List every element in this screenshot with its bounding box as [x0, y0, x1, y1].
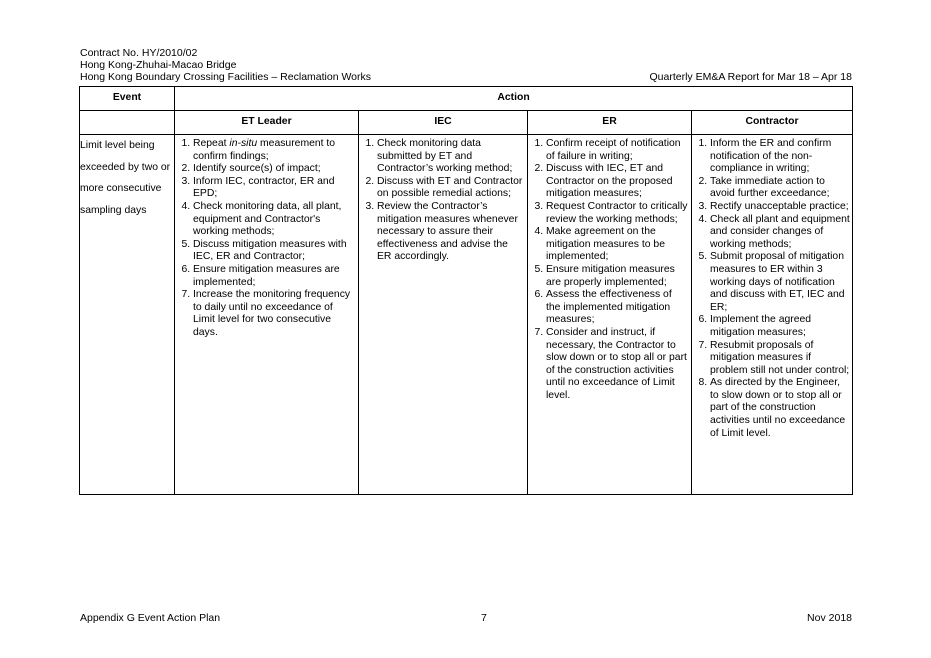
document-header [80, 47, 852, 83]
list-item: 2. Take immediate action to avoid further exceedance; [710, 176, 850, 201]
list-item: 7. Consider and instruct, if necessary, the Contractor to slow down or to stop all or part of the construction activities until no exceedance of Limit level. [546, 327, 689, 403]
list-item: 3. Rectify unacceptable practice; [710, 201, 850, 214]
list-item: 4. Check monitoring data, all plant, equipment and Contractor's working methods; [193, 201, 356, 239]
iec-cell [359, 135, 528, 495]
footer-title: Appendix G Event Action Plan [80, 612, 221, 624]
list-item: 3. Review the Contractor’s mitigation measures whenever necessary to assure their effectiveness and advise the ER accordingly. [377, 201, 525, 264]
event-header: Event [80, 87, 175, 111]
works-title: Hong Kong Boundary Crossing Facilities – Reclamation Works [80, 71, 372, 83]
col-header-contractor: Contractor [692, 111, 853, 135]
list-item: 5. Discuss mitigation measures with IEC, ER and Contractor; [193, 239, 356, 264]
list-item: 6. Ensure mitigation measures are implemented; [193, 264, 356, 289]
er-cell [528, 135, 692, 495]
list-item: 7. Increase the monitoring frequency to daily until no exceedance of Limit level for two consecutive days. [193, 289, 356, 339]
column-header-row [80, 111, 853, 135]
contractor-list [692, 135, 852, 443]
list-item: 5. Submit proposal of mitigation measures to ER within 3 working days of notification and discuss with ET, IEC and ER; [710, 251, 850, 314]
list-item: 1. Confirm receipt of notification of failure in writing; [546, 138, 689, 163]
list-item: 2. Identify source(s) of impact; [193, 163, 356, 176]
list-item: 2. Discuss with ET and Contractor on possible remedial actions; [377, 176, 525, 201]
er-list [528, 135, 691, 405]
list-item: 7. Resubmit proposals of mitigation measures if problem still not under control; [710, 340, 850, 378]
report-title: Quarterly EM&A Report for Mar 18 – Apr 18 [649, 71, 852, 83]
event-cell: Limit level being exceeded by two or more consecutive sampling days [80, 135, 175, 495]
list-item: 4. Check all plant and equipment and consider changes of working methods; [710, 214, 850, 252]
page-number: 7 [481, 612, 487, 624]
project-name: Hong Kong-Zhuhai-Macao Bridge [80, 59, 237, 71]
table-header-row [80, 87, 853, 111]
list-item: 1. Check monitoring data submitted by ET and Contractor’s working method; [377, 138, 525, 176]
list-item: 6. Assess the effectiveness of the implemented mitigation measures; [546, 289, 689, 327]
table-row [80, 135, 853, 495]
list-item: 4. Make agreement on the mitigation measures to be implemented; [546, 226, 689, 264]
header-row [80, 71, 852, 83]
list-item: 6. Implement the agreed mitigation measures; [710, 314, 850, 339]
event-action-table [79, 86, 853, 495]
list-item: 2. Discuss with IEC, ET and Contractor on the proposed mitigation measures; [546, 163, 689, 201]
list-item: 3. Inform IEC, contractor, ER and EPD; [193, 176, 356, 201]
list-item: 1. Repeat in-situ measurement to confirm findings; [193, 138, 356, 163]
contract-number: Contract No. HY/2010/02 [80, 47, 198, 59]
action-header: Action [175, 87, 853, 111]
list-item: 8. As directed by the Engineer, to slow down or to stop all or part of the construction activities until no exceedance of Limit level. [710, 377, 850, 440]
footer-date: Nov 2018 [807, 612, 852, 624]
contractor-cell [692, 135, 853, 495]
list-item: 1. Inform the ER and confirm notification of the non-compliance in writing; [710, 138, 850, 176]
et-leader-cell [175, 135, 359, 495]
list-item: 5. Ensure mitigation measures are properly implemented; [546, 264, 689, 289]
iec-list [359, 135, 527, 267]
list-item: 3. Request Contractor to critically review the working methods; [546, 201, 689, 226]
blank-header-cell [80, 111, 175, 135]
col-header-iec: IEC [359, 111, 528, 135]
col-header-er: ER [528, 111, 692, 135]
col-header-et-leader: ET Leader [175, 111, 359, 135]
et-leader-list [175, 135, 358, 343]
